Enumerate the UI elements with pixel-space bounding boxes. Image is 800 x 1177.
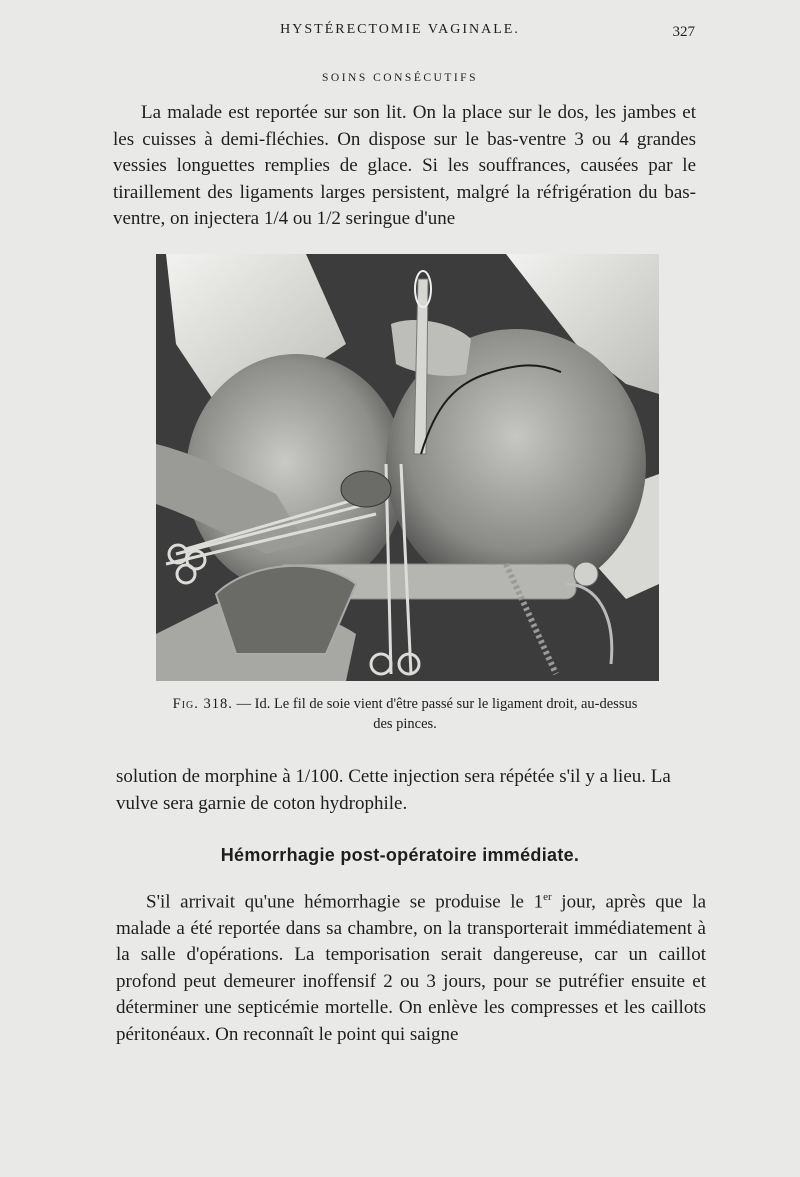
paragraph-hemorrhage-rest: jour, après que la malade a été reportée dans sa chambre, on la transporterait immédiatement à la salle d'opérations. La temporisation serait dangereuse, car un caillot profond peut demeurer inoffensif 2 ou 3 jours, pour se putréfier ensuite et déterminer une septicémie mortelle. On enlève les compresses et les caillots péritonéaux. On reconnaît le point qui saigne xyxy=(116,891,706,1045)
surgical-photograph-drawing xyxy=(156,254,659,681)
surgical-photograph xyxy=(156,254,659,681)
section-heading: SOINS CONSÉCUTIFS xyxy=(322,72,478,84)
paragraph-opening: La malade est reportée sur son lit. On la place sur le dos, les jambes et les cuisses à demi-fléchies. On dispose sur le bas-ventre 3 ou 4 grandes vessies longuettes remplies de glace. Si les souffrances, causées par le tiraillement des ligaments larges persistent, malgré la réfrigération du bas-ventre, on injectera 1/4 ou 1/2 seringue d'une xyxy=(113,102,696,229)
paragraph-hemorrhage-start: S'il arrivait qu'une hémorrhagie se produise le 1 xyxy=(146,891,544,913)
subsection-heading: Hémorrhagie post-opératoire immédiate. xyxy=(220,845,580,865)
running-header xyxy=(0,22,800,42)
figure-caption-text: — Id. Le fil de soie vient d'être passé sur le ligament droit, au-dessus des pinces. xyxy=(232,696,638,732)
paragraph-hemorrhage xyxy=(116,884,706,1048)
paragraph-continuation: solution de morphine à 1/100. Cette injection sera répétée s'il y a lieu. La vulve sera garnie de coton hydrophile. xyxy=(116,766,671,814)
running-title: HYSTÉRECTOMIE VAGINALE. xyxy=(280,22,520,37)
figure-label: Fig. 318. xyxy=(172,696,233,712)
ordinal-superscript: er xyxy=(543,891,552,903)
figure-caption xyxy=(170,694,640,734)
page-number: 327 xyxy=(672,24,695,40)
